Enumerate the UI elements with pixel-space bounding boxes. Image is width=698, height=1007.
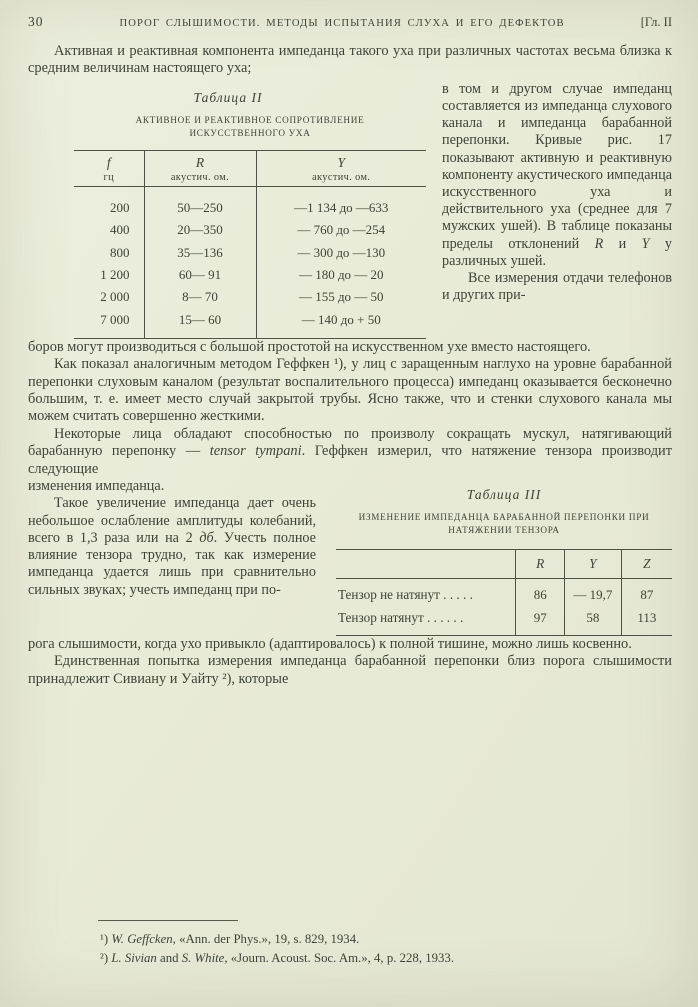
table2-header-row: [74, 150, 426, 186]
left-text-column: [28, 478, 316, 636]
section-table3: [28, 478, 672, 636]
paragraph-left-column: [28, 495, 316, 599]
cell-f: 800: [110, 244, 130, 260]
footnote-marker: ²): [100, 950, 112, 965]
cell-r: 50—250: [144, 186, 256, 219]
table2-subtitle: АКТИВНОЕ И РЕАКТИВНОЕ СОПРОТИВЛЕНИЕ ИСКУССТВЕННОГО УХА: [135, 114, 365, 138]
table3-subtitle: ИЗМЕНЕНИЕ ИМПЕДАНЦА БАРАБАННОЙ ПЕРЕПОНКИ ПРИ НАТЯЖЕНИИ ТЕНЗОРА: [358, 511, 650, 535]
table-row: [74, 241, 426, 263]
page-number: 30: [28, 14, 44, 29]
cell-y: —1 134 до —633: [256, 186, 426, 219]
footnote-2: [100, 949, 454, 968]
row-label: Тензор натянут . . . . . .: [338, 609, 464, 625]
cell-r: 60— 91: [144, 264, 256, 286]
table3-header-row: [336, 549, 672, 578]
cell-y: — 19,7: [565, 578, 622, 606]
cell-r: 15— 60: [144, 309, 256, 339]
footnote-rule: [98, 920, 238, 921]
section-table2: [28, 81, 672, 339]
table3: [336, 549, 672, 636]
table-row: [74, 264, 426, 286]
paragraph-5: рога слышимости, когда ухо привыкло (адаптировалось) к полной тишине, можно лишь косвенно.: [28, 635, 632, 652]
paragraph-1: Активная и реактивная компонента импеданца такого уха при различных частотах весьма близка к средним величинам настоящего уха;: [28, 43, 672, 77]
text-run: . Учесть полное влияние тензора трудно, так как измерение импеданца удается лишь при сравнительно сильных звуках; учесть импеданц при по-: [28, 529, 316, 598]
text-run: and: [156, 950, 182, 965]
cell-r: 86: [516, 578, 565, 606]
footnote-marker: ¹): [100, 932, 112, 946]
unit-db: дб: [199, 529, 214, 546]
table-row: [74, 219, 426, 241]
cell-y: — 140 до + 50: [256, 309, 426, 339]
row-label: Тензор не натянут . . . . .: [338, 586, 473, 602]
cell-y: — 300 до —130: [256, 241, 426, 263]
table2-col-y: Y акустич. ом.: [256, 150, 426, 186]
paragraph-3: Как показал аналогичным методом Геффкен ¹), у лиц с заращенным наглухо на уровне барабанной перепонки слуховым каналом (результат воспалительного процесса) импеданц оказывается бесконечно большим, т. е. имеет место случай закрытой трубы. Ясно также, что и стенки слухового канала мы можем считать совершенно жесткими.: [28, 356, 672, 425]
cell-y: 58: [565, 606, 622, 635]
cell-r: 35—136: [144, 241, 256, 263]
table3-col-label: [336, 549, 516, 578]
text-run: и: [603, 235, 642, 252]
cell-z: 87: [621, 578, 672, 606]
cell-z: 113: [621, 606, 672, 635]
table3-col-r: R: [516, 549, 565, 578]
right-text-column: [428, 81, 672, 339]
table3-title: Таблица III: [466, 486, 542, 502]
table2-col-r: R акустич. ом.: [144, 150, 256, 186]
text-run: , «Ann. der Phys.», 19, s. 829, 1934.: [172, 932, 360, 946]
page-header: [28, 14, 672, 30]
running-title: ПОРОГ СЛЫШИМОСТИ. МЕТОДЫ ИСПЫТАНИЯ СЛУХА И ЕГО ДЕФЕКТОВ: [119, 18, 565, 29]
cell-f: 7 000: [100, 311, 130, 327]
text-run: Некоторые лица обладают способностью по произволу сокращать мускул, натягивающий барабанную перепонку —: [28, 425, 672, 460]
cell-r: 8— 70: [144, 286, 256, 308]
table3-col-z: Z: [621, 549, 672, 578]
table2-block: [28, 81, 428, 339]
table-row: [74, 309, 426, 339]
paragraph-4: [28, 426, 672, 478]
cell-y: — 155 до — 50: [256, 286, 426, 308]
author-name: S. White: [181, 950, 225, 965]
paragraph-right-column: [442, 81, 672, 270]
table2: [74, 150, 426, 339]
author-name: W. Geffcken: [111, 932, 173, 946]
chapter-ref: [Гл. II: [640, 15, 672, 29]
paragraph-2: боров могут производиться с большой простотой на искусственном ухе вместо настоящего.: [28, 338, 591, 355]
cell-f: 400: [110, 222, 130, 238]
cell-y: — 180 до — 20: [256, 264, 426, 286]
latin-term: tensor tympani: [209, 443, 302, 460]
cell-y: — 760 до —254: [256, 219, 426, 241]
text-run: . Геффкен измерил, что натяжение тензора производит следующие: [28, 443, 673, 477]
cell-f: 1 200: [100, 266, 130, 282]
text-run: у различных ушей.: [442, 235, 673, 269]
table3-col-y: Y: [565, 549, 622, 578]
table-row: [336, 578, 672, 606]
table2-col-f: f гц: [74, 150, 144, 186]
var-Y: Y: [641, 235, 650, 252]
cell-f: 2 000: [100, 289, 130, 305]
table-row: [74, 286, 426, 308]
paragraph-6: Единственная попытка измерения импеданца барабанной перепонки близ порога слышимости принадлежит Сивиану и Уайту ²), которые: [28, 653, 672, 687]
cell-f: 200: [110, 199, 130, 215]
footnote-1: [100, 930, 454, 949]
text-run: в том и другом случае импеданц составляется из импеданца слухового канала и импеданца барабанной перепонки. Кривые рис. 17 показывают активную и реактивную компоненту акустического импеданца искусственного уха и действительного уха (среднее для 7 мужских ушей). В таблице показаны пределы отклонений: [442, 80, 672, 252]
var-R: R: [594, 235, 604, 252]
table-row: [74, 186, 426, 219]
cell-r: 20—350: [144, 219, 256, 241]
cell-r: 97: [516, 606, 565, 635]
table3-block: [316, 478, 672, 636]
table-row: [336, 606, 672, 635]
text-run: Такое увеличение импеданца дает очень небольшое ослабление амплитуды колебаний, всего в 1,3 раза или на 2: [28, 495, 316, 546]
text-run: , «Journ. Acoust. Soc. Am.», 4, p. 228, 1933.: [224, 950, 455, 965]
paragraph-right-column-2: Все измерения отдачи телефонов и других при-: [442, 270, 672, 304]
table2-title: Таблица II: [193, 89, 263, 105]
paragraph-4-end: изменения импеданца.: [28, 477, 165, 494]
footnotes: [100, 920, 454, 967]
author-name: L. Sivian: [111, 950, 157, 965]
